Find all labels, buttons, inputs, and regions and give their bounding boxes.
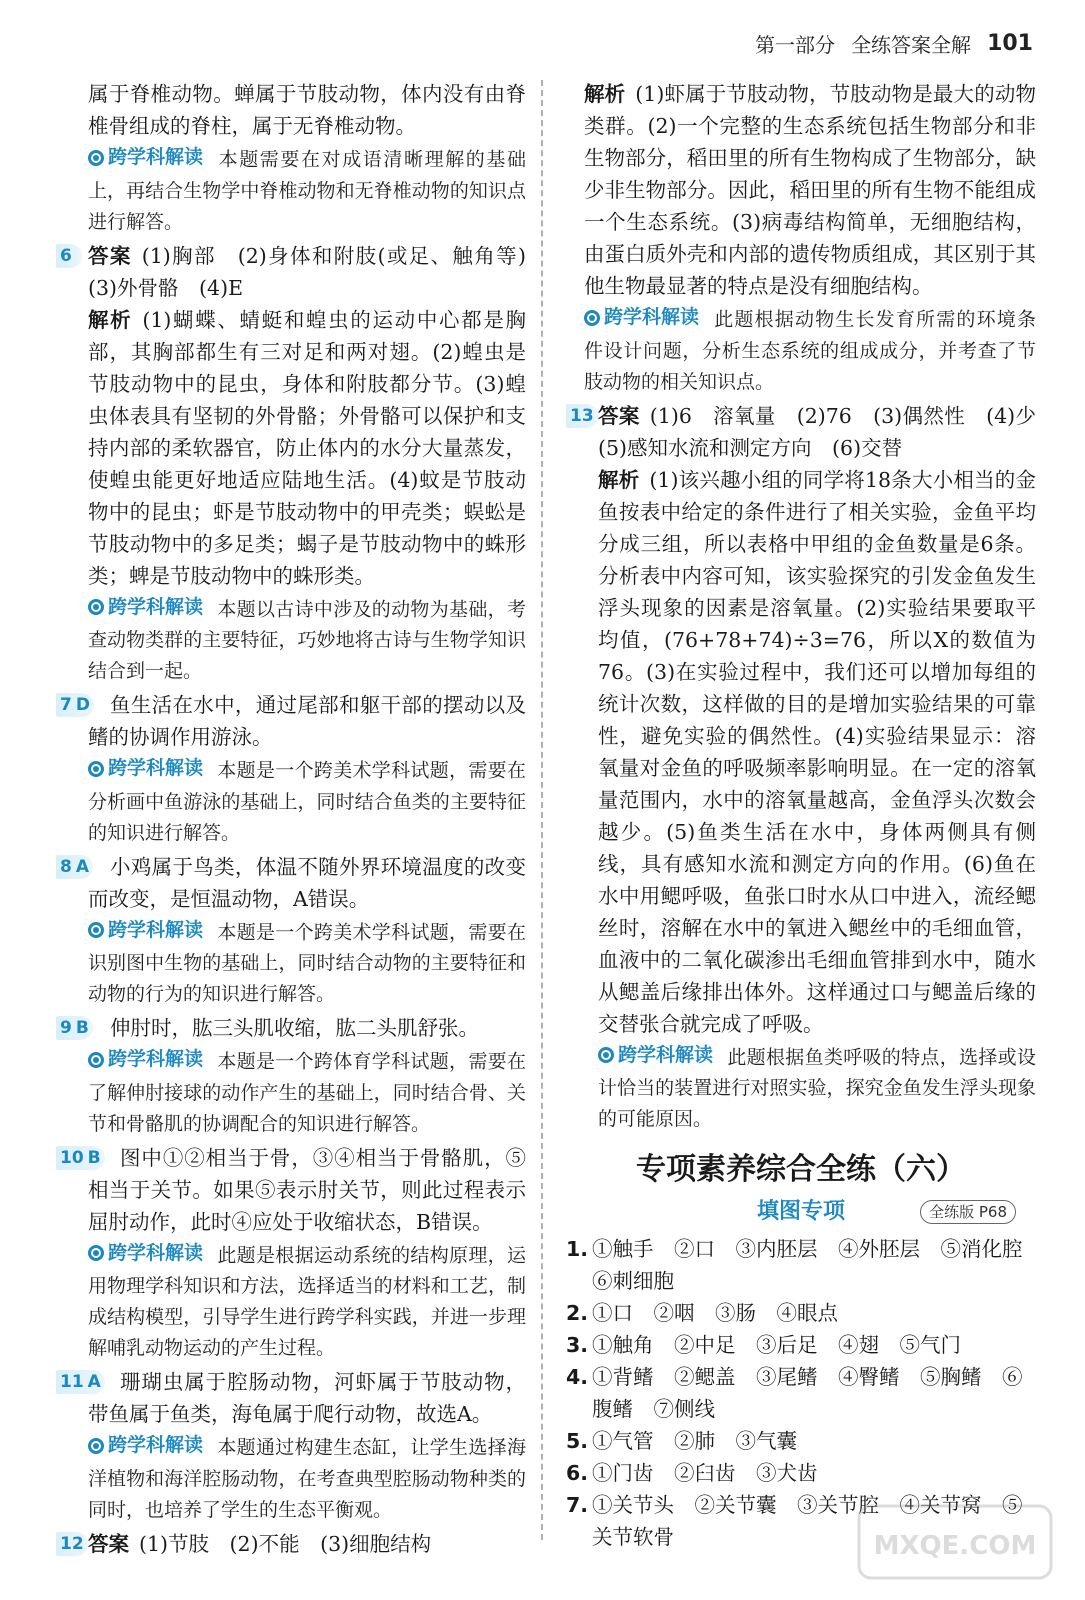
- fill-item-number: 2.: [566, 1301, 589, 1325]
- answer-line: 答案 (1)胸部 (2)身体和附肢(或足、触角等) (3)外骨骼 (4)E: [88, 243, 547, 300]
- fill-item: [566, 1233, 1043, 1297]
- cross-tag: 跨学科解读: [88, 142, 203, 173]
- cross-reading-icon: [88, 1438, 104, 1454]
- cross-reading: 跨学科解读 此题根据动物生长发育所需的环境条件设计问题，分析生态系统的组成成分，并考查了节肢动物的相关知识点。: [584, 306, 1036, 393]
- cross-reading: 跨学科解读 本题是一个跨美术学科试题，需要在分析画中鱼游泳的基础上，同时结合鱼类的主要特征的知识进行解答。: [88, 757, 526, 844]
- column-divider: [541, 80, 543, 1540]
- fill-item-text: ①门齿 ②臼齿 ③犬齿: [592, 1461, 818, 1485]
- cross-reading: 跨学科解读 本题以古诗中涉及的动物为基础，考查动物类群的主要特征，巧妙地将古诗与生物学知识结合到一起。: [88, 595, 526, 682]
- question-number: 13: [566, 404, 598, 428]
- fill-item-text: ①口 ②咽 ③肠 ④眼点: [592, 1301, 838, 1325]
- fill-item: [566, 1457, 1036, 1489]
- fill-item: [566, 1329, 1036, 1361]
- cross-reading-icon: [88, 922, 104, 938]
- fill-item-number: 7.: [566, 1493, 589, 1517]
- question-number: 9 B: [56, 1016, 93, 1040]
- fill-item: [566, 1361, 1036, 1425]
- question-number: 11 A: [56, 1370, 105, 1394]
- question-6: [56, 240, 547, 688]
- header-title: 全练答案全解: [851, 32, 972, 57]
- analysis-text: 解析 (1)虾属于节肢动物，节肢动物是最大的动物类群。(2)一个完整的生态系统包括生物部分和非生物部分，稻田里的所有生物构成了生物部分，缺少非生物部分。因此，稻田里的所有生物不能组成一个生态系统。(3)病毒结构简单，无细胞结构，由蛋白质外壳和内部的遗传物质组成，其区别于其他生物最显著的特点是没有细胞结构。: [584, 82, 1036, 298]
- page-number: 101: [987, 30, 1033, 56]
- question-text: 图中①②相当于骨，③④相当于骨骼肌，⑤相当于关节。如果⑤表示肘关节，则此过程表示屈肘动作，此时④应处于收缩状态，B错误。: [88, 1145, 526, 1234]
- fill-item-text: ①关节头 ②关节囊 ③关节腔 ④关节窝 ⑤关节软骨: [592, 1493, 1023, 1549]
- question-12-analysis: [566, 78, 1036, 398]
- section-title: 专项素养综合全练（六）: [636, 1152, 966, 1187]
- question-text: 珊瑚虫属于腔肠动物，河虾属于节肢动物，带鱼属于鱼类，海龟属于爬行动物，故选A。: [88, 1370, 526, 1426]
- svg-text:MXQE.COM: MXQE.COM: [873, 1531, 1037, 1561]
- cross-reading-icon: [598, 1047, 614, 1063]
- answer-line: 答案 (1)6 溶氧量 (2)76 (3)偶然性 (4)少 (5)感知水流和测定方向 (6)交替: [598, 403, 1057, 460]
- fill-item: [566, 1297, 1036, 1329]
- cross-reading: 跨学科解读 本题需要在对成语清晰理解的基础上，再结合生物学中脊椎动物和无脊椎动物的知识点进行解答。: [88, 142, 526, 238]
- cross-reading: 跨学科解读 此题是根据运动系统的结构原理，运用物理学科知识和方法，选择适当的材料和工艺，制成结构模型，引导学生进行跨学科实践，并进一步理解哺乳动物运动的产生过程。: [88, 1241, 526, 1359]
- fill-item-text: ①背鳍 ②鳃盖 ③尾鳍 ④臀鳍 ⑤胸鳍 ⑥腹鳍 ⑦侧线: [592, 1365, 1023, 1421]
- watermark-logo: [855, 1502, 1055, 1582]
- page-header: [755, 28, 1033, 58]
- analysis-text: 解析 (1)该兴趣小组的同学将18条大小相当的金鱼按表中给定的条件进行了相关实验，金鱼平均分成三组，所以表格中甲组的金鱼数量是6条。分析表中内容可知，该实验探究的引发金鱼发生浮头现象的因素是溶氧量。(2)实验结果要取平均值，(76+78+74)÷3=76，所以X的数值为76。(3)在实验过程中，我们还可以增加每组的统计次数，这样做的目的是增加实验结果的可靠性，避免实验的偶然性。(4)实验结果显示：溶氧量对金鱼的呼吸频率影响明显。在一定的溶氧量范围内，水中的溶氧量越高，金鱼浮头次数会越少。(5)鱼类生活在水中，身体两侧具有侧线，具有感知水流和测定方向的作用。(6)鱼在水中用鳃呼吸，鱼张口时水从口中进入，流经鳃丝时，溶解在水中的氧进入鳃丝中的毛细血管，血液中的二氧化碳渗出毛细血管排到水中，随水从鳃盖后缘排出体外。这样通过口与鳃盖后缘的交替张合就完成了呼吸。: [598, 467, 1037, 1036]
- cross-reading: 跨学科解读 此题根据鱼类呼吸的特点，选择或设计恰当的装置进行对照实验，探究金鱼发生浮头现象的可能原因。: [598, 1043, 1036, 1130]
- question-12: [56, 1528, 526, 1560]
- question-text: 鱼生活在水中，通过尾部和躯干部的摆动以及鳍的协调作用游泳。: [88, 693, 526, 749]
- question-7: [56, 689, 526, 849]
- subsection-title: 填图专项: [756, 1199, 845, 1224]
- left-column: [56, 78, 547, 1562]
- subsection-header: [566, 1195, 1036, 1229]
- cross-reading-icon: [88, 761, 104, 777]
- question-13: [566, 400, 1057, 1136]
- cross-reading-icon: [88, 1052, 104, 1068]
- fill-item-text: ①触手 ②口 ③内胚层 ④外胚层 ⑤消化腔 ⑥刺细胞: [592, 1237, 1043, 1293]
- question-10: [56, 1142, 526, 1365]
- fill-item-text: ①气管 ②肺 ③气囊: [592, 1429, 797, 1453]
- intro-text: 属于脊椎动物。蝉属于节肢动物，体内没有由脊椎骨组成的脊柱，属于无脊椎动物。: [88, 82, 526, 138]
- question-number: 8 A: [56, 855, 93, 879]
- question-text: 伸肘时，肱三头肌收缩，肱二头肌舒张。: [110, 1016, 479, 1040]
- answer-line: 答案 (1)节肢 (2)不能 (3)细胞结构: [88, 1531, 432, 1556]
- question-11: [56, 1366, 526, 1526]
- question-text: 小鸡属于鸟类，体温不随外界环境温度的改变而改变，是恒温动物，A错误。: [88, 854, 526, 911]
- right-column: [566, 78, 1057, 1553]
- question-number: 12: [56, 1532, 88, 1556]
- question-number: 6: [56, 244, 82, 268]
- question-number: 7 D: [56, 693, 94, 717]
- cross-reading-icon: [88, 599, 104, 615]
- cross-reading: 跨学科解读 本题通过构建生态缸，让学生选择海洋植物和海洋腔肠动物，在考查典型腔肠动物种类的同时，也培养了学生的生态平衡观。: [88, 1434, 526, 1521]
- cross-reading: 跨学科解读 本题是一个跨体育学科试题，需要在了解伸肘接球的动作产生的基础上，同时结合骨、关节和骨骼肌的协调配合的知识进行解答。: [88, 1048, 526, 1135]
- intro-block: [56, 78, 526, 238]
- fill-item-number: 3.: [566, 1333, 589, 1357]
- question-8: [56, 851, 526, 1011]
- fill-item-number: 4.: [566, 1365, 589, 1389]
- fill-item-number: 1.: [566, 1237, 589, 1261]
- cross-reading-icon: [584, 310, 600, 326]
- cross-reading-icon: [88, 150, 104, 166]
- fill-item-number: 6.: [566, 1461, 589, 1485]
- fill-item: [566, 1425, 1036, 1457]
- header-part: 第一部分: [755, 32, 836, 57]
- question-9: [56, 1012, 526, 1140]
- analysis-text: 解析 (1)蝴蝶、蜻蜓和蝗虫的运动中心都是胸部，其胸部都生有三对足和两对翅。(2)蝗虫是节肢动物中的昆虫，身体和附肢都分节。(3)蝗虫体表具有坚韧的外骨骼；外骨骼可以保护和支持内部的柔软器官，防止体内的水分大量蒸发，使蝗虫能更好地适应陆地生活。(4)蚊是节肢动物中的昆虫；虾是节肢动物中的甲壳类；蜈蚣是节肢动物中的多足类；蝎子是节肢动物中的蛛形类；蜱是节肢动物中的蛛形类。: [88, 307, 526, 588]
- fill-item-number: 5.: [566, 1429, 589, 1453]
- question-number: 10 B: [56, 1146, 105, 1170]
- cross-reading-icon: [88, 1245, 104, 1261]
- cross-reading: 跨学科解读 本题是一个跨美术学科试题，需要在识别图中生物的基础上，同时结合动物的主要特征和动物的行为的知识进行解答。: [88, 918, 526, 1005]
- fill-item-text: ①触角 ②中足 ③后足 ④翅 ⑤气门: [592, 1333, 961, 1357]
- page-reference-badge: 全练版 P68: [920, 1200, 1016, 1224]
